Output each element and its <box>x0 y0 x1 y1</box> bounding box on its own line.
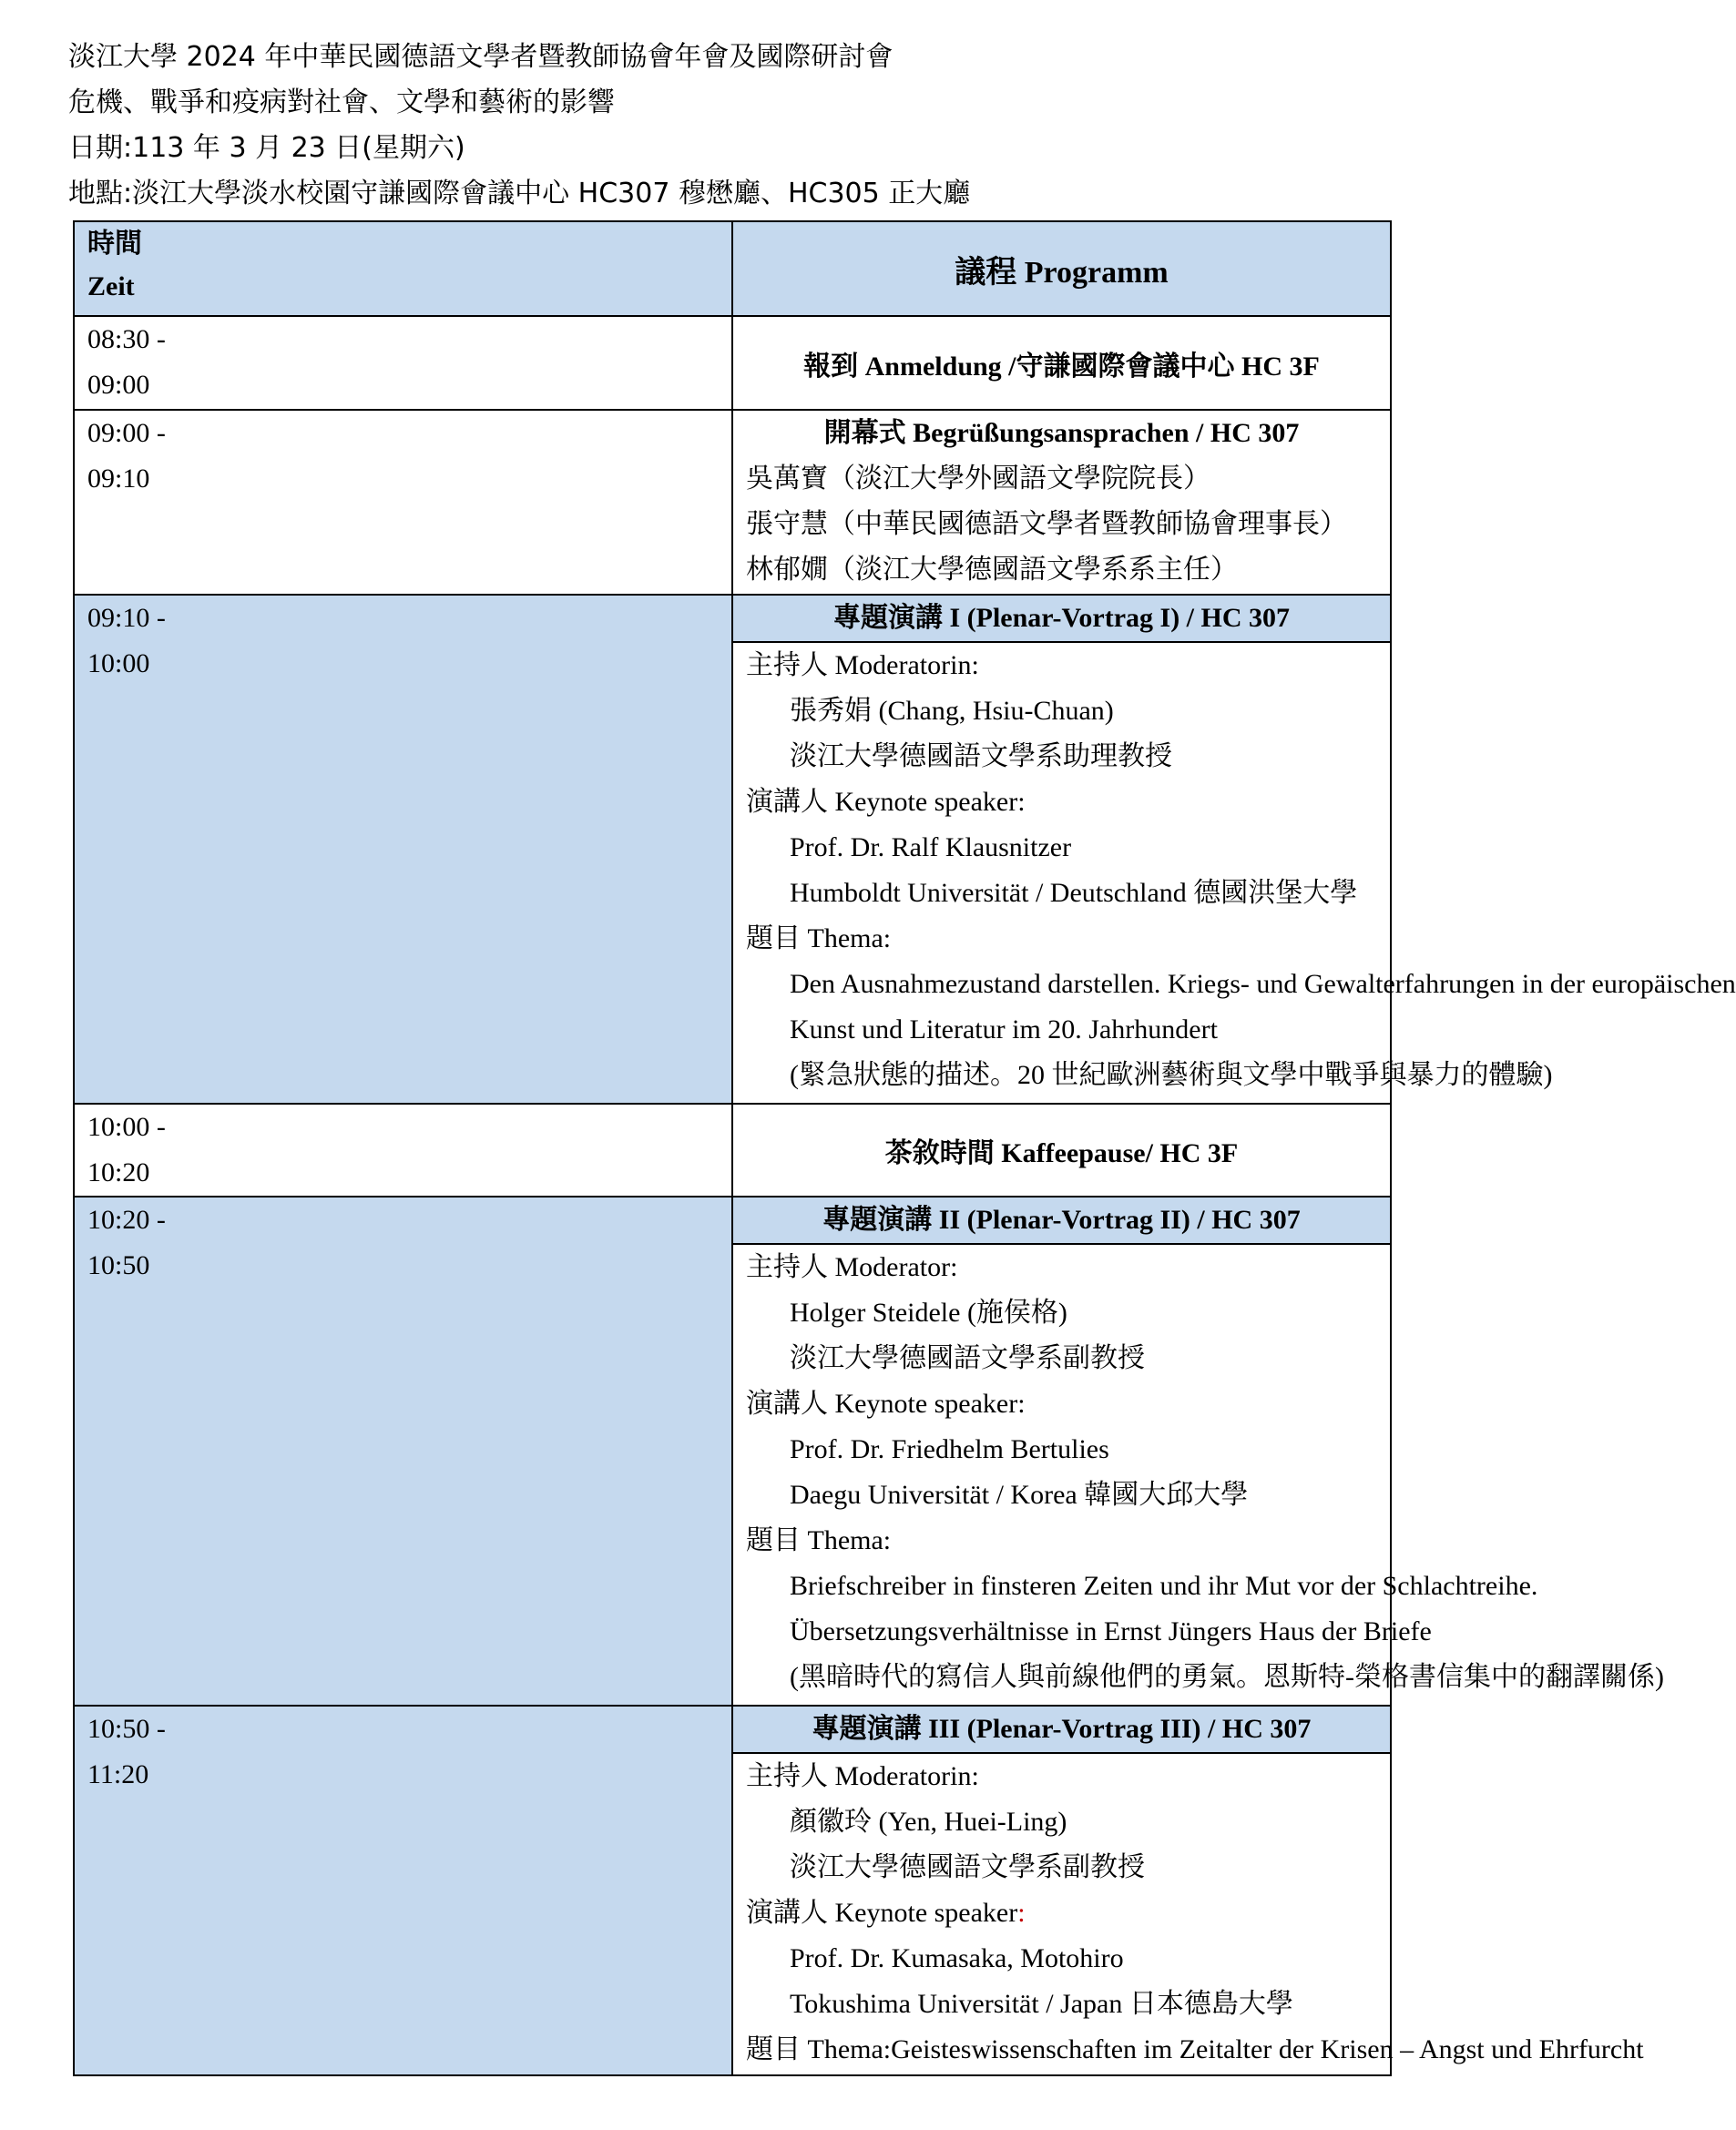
time-header-de: Zeit <box>87 271 135 301</box>
speaker-affiliation: Humboldt Universität / Deutschland 德國洪堡大學 <box>790 878 1358 908</box>
table-row <box>74 595 1391 1104</box>
time-start: 10:00 - <box>87 1112 166 1142</box>
plenar3-details <box>733 1754 1644 2073</box>
time-start: 10:20 - <box>87 1205 166 1235</box>
topic-translation: (緊急狀態的描述。20 世紀歐洲藝術與文學中戰爭與暴力的體驗) <box>790 1060 1553 1090</box>
time-start: 09:00 - <box>87 418 166 448</box>
topic-label: 題目 Thema: <box>746 923 892 953</box>
plenar2-title: 專題演講 II (Plenar-Vortrag II) / HC 307 <box>733 1197 1390 1245</box>
speaker-label: 演講人 Keynote speaker: <box>746 787 1026 817</box>
conference-theme: 危機、戰爭和疫病對社會、文學和藝術的影響 <box>68 87 615 118</box>
opening-title: 開幕式 Begrüßungsansprachen / HC 307 <box>823 418 1300 448</box>
speaker-name: Prof. Dr. Friedhelm Bertulies <box>790 1434 1109 1464</box>
table-header-row <box>74 221 1391 316</box>
time-cell <box>74 595 732 1104</box>
time-start: 08:30 - <box>87 324 166 354</box>
time-end: 10:50 <box>87 1250 150 1280</box>
time-column-header <box>74 221 732 316</box>
topic-text: Briefschreiber in finsteren Zeiten und ihr Mut vor der Schlachtreihe. <box>790 1571 1538 1601</box>
time-cell <box>74 1706 732 2075</box>
moderator-label: 主持人 Moderator: <box>746 1252 958 1282</box>
moderator-name: Holger Steidele (施侯格) <box>790 1298 1067 1328</box>
speaker-name: Prof. Dr. Kumasaka, Motohiro <box>790 1943 1124 1973</box>
speaker-name: Prof. Dr. Ralf Klausnitzer <box>790 832 1072 862</box>
speaker-label: 演講人 Keynote speaker <box>746 1898 1018 1928</box>
speaker-label: 演講人 Keynote speaker: <box>746 1389 1026 1419</box>
program-table <box>73 220 1736 2076</box>
plenar1-cell <box>732 595 1736 1104</box>
plenar3-title: 專題演講 III (Plenar-Vortrag III) / HC 307 <box>733 1707 1390 1754</box>
program-column-header: 議程 Programm <box>732 221 1391 316</box>
topic-text: Den Ausnahmezustand darstellen. Kriegs- und Gewalterfahrungen in der europäischen <box>790 969 1736 999</box>
time-start: 09:10 - <box>87 603 166 633</box>
opening-speaker: 林郁嫺（淡江大學德國語文學系系主任） <box>746 555 1238 585</box>
topic-label: 題目 Thema: <box>746 1525 892 1555</box>
topic-text: Übersetzungsverhältnisse in Ernst Jüngers Haus der Briefe <box>790 1616 1432 1646</box>
time-end: 11:20 <box>87 1759 149 1789</box>
time-end: 10:20 <box>87 1157 150 1187</box>
conference-venue: 地點:淡江大學淡水校園守謙國際會議中心 HC307 穆懋廳、HC305 正大廳 <box>68 178 971 209</box>
plenar2-cell <box>732 1197 1664 1706</box>
registration-title: 報到 Anmeldung /守謙國際會議中心 HC 3F <box>732 316 1391 410</box>
table-row <box>74 316 1391 410</box>
moderator-affiliation: 淡江大學德國語文學系助理教授 <box>790 741 1172 771</box>
plenar1-details <box>733 643 1736 1098</box>
break-title: 茶敘時間 Kaffeepause/ HC 3F <box>732 1104 1391 1197</box>
moderator-affiliation: 淡江大學德國語文學系副教授 <box>790 1852 1145 1882</box>
time-end: 09:10 <box>87 464 150 494</box>
table-row <box>74 410 1391 595</box>
time-cell <box>74 410 732 595</box>
speaker-affiliation: Tokushima Universität / Japan 日本德島大學 <box>790 1989 1293 2019</box>
conference-date: 日期:113 年 3 月 23 日(星期六) <box>68 132 465 164</box>
plenar3-cell <box>732 1706 1644 2075</box>
table-row <box>74 1706 1391 2075</box>
topic-text: 題目 Thema:Geisteswissenschaften im Zeitalter der Krisen – Angst und Ehrfurcht <box>746 2034 1644 2064</box>
table-row <box>74 1197 1391 1706</box>
conference-title: 淡江大學 2024 年中華民國德語文學者暨教師協會年會及國際研討會 <box>68 41 894 73</box>
table-row <box>74 1104 1391 1197</box>
time-end: 10:00 <box>87 648 150 678</box>
opening-cell <box>732 410 1391 595</box>
speaker-label-colon: : <box>1017 1898 1026 1928</box>
time-cell <box>74 316 732 410</box>
time-cell <box>74 1197 732 1706</box>
time-cell <box>74 1104 732 1197</box>
topic-translation: (黑暗時代的寫信人與前線他們的勇氣。恩斯特-榮格書信集中的翻譯關係) <box>790 1662 1664 1692</box>
speaker-label-line <box>746 1891 1377 1936</box>
time-header-zh: 時間 <box>87 229 142 259</box>
time-end: 09:00 <box>87 370 150 400</box>
time-start: 10:50 - <box>87 1714 166 1744</box>
plenar1-title: 專題演講 I (Plenar-Vortrag I) / HC 307 <box>733 596 1390 643</box>
moderator-name: 張秀娟 (Chang, Hsiu-Chuan) <box>790 696 1114 726</box>
topic-text: Kunst und Literatur im 20. Jahrhundert <box>790 1014 1218 1045</box>
speaker-affiliation: Daegu Universität / Korea 韓國大邱大學 <box>790 1480 1249 1510</box>
opening-speaker: 張守慧（中華民國德語文學者暨教師協會理事長） <box>746 509 1347 539</box>
document-header <box>68 35 1435 217</box>
plenar2-details <box>733 1245 1664 1700</box>
moderator-name: 顏徽玲 (Yen, Huei-Ling) <box>790 1807 1067 1837</box>
moderator-label: 主持人 Moderatorin: <box>746 650 979 680</box>
opening-speaker: 吳萬寶（淡江大學外國語文學院院長） <box>746 464 1210 494</box>
moderator-affiliation: 淡江大學德國語文學系副教授 <box>790 1343 1145 1373</box>
moderator-label: 主持人 Moderatorin: <box>746 1761 979 1791</box>
